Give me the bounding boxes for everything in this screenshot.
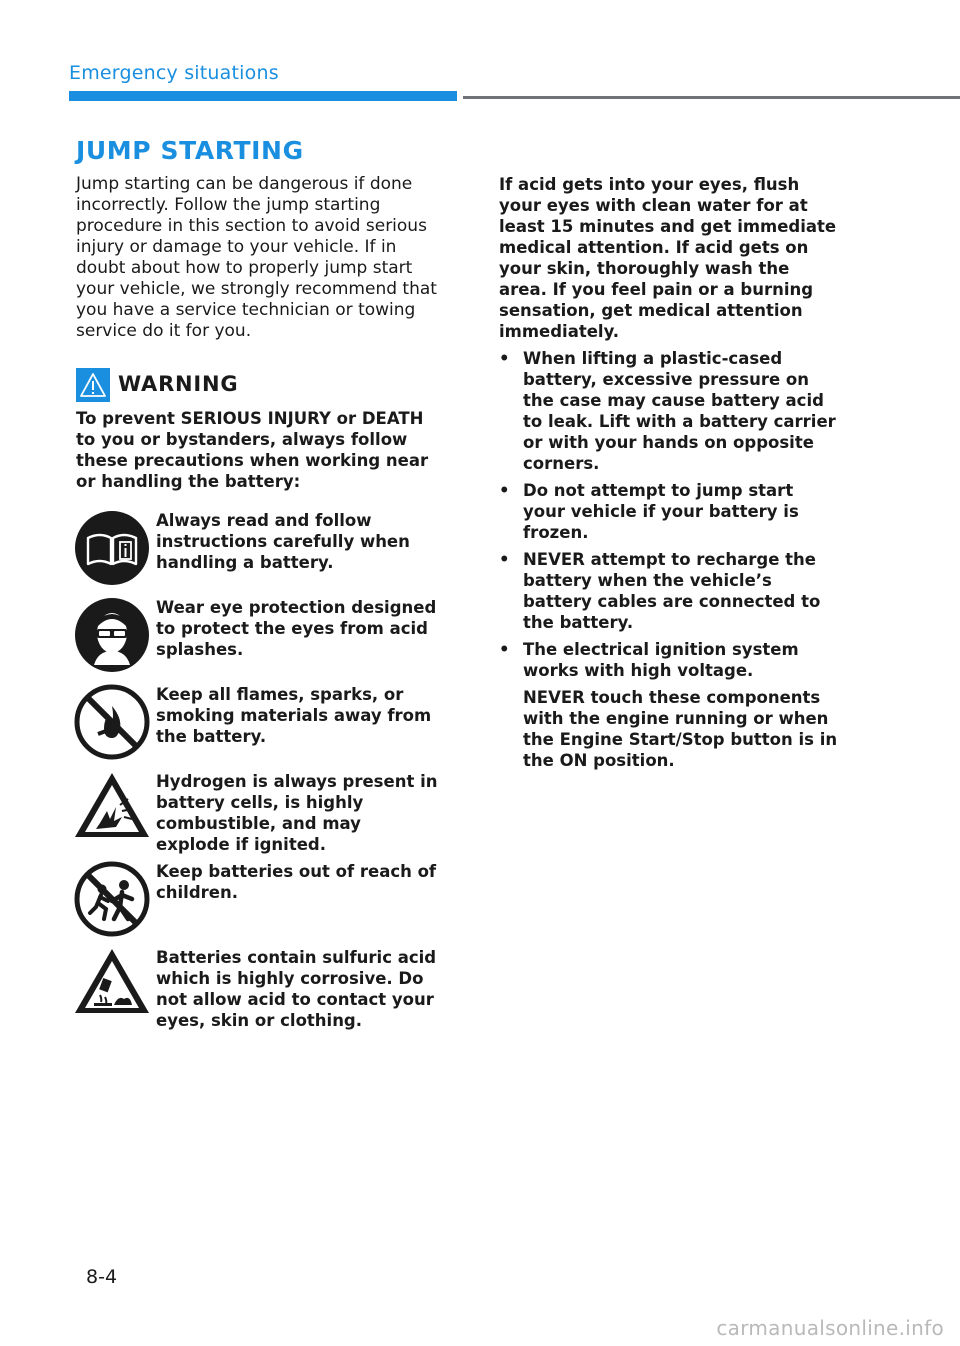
- warning-title: WARNING: [118, 372, 239, 396]
- corrosive-acid-icon: [74, 947, 150, 1023]
- precaution-text: Always read and follow instructions carefully when handling a battery.: [156, 511, 410, 572]
- bullet-continuation: NEVER touch these components with the engine running or when the Engine Start/Stop button is in the ON position.: [523, 688, 838, 770]
- bullet-text: NEVER attempt to recharge the battery when the vehicle’s battery cables are connected to the battery.: [523, 550, 821, 632]
- read-manual-icon: [74, 510, 150, 586]
- acid-first-aid-paragraph: If acid gets into your eyes, flush your eyes with clean water for at least 15 minutes and get immediate medical attention. If acid gets on your skin, thoroughly wash the area. If you feel pain or a burning sensation, get medical attention immediately.: [499, 175, 837, 341]
- section-label: Emergency situations: [69, 62, 279, 84]
- warning-lead: To prevent SERIOUS INJURY or DEATH to you or bystanders, always follow these precautions when working near or handling the battery:: [76, 409, 429, 491]
- explosion-hazard-icon: [74, 771, 150, 847]
- precaution-text: Keep batteries out of reach of children.: [156, 862, 437, 902]
- intro-paragraph: Jump starting can be dangerous if done incorrectly. Follow the jump starting procedure in this section to avoid serious injury or damage to your vehicle. If in doubt about how to properly jump start your vehicle, we strongly recommend that you have a service technician or towing service do it for you.: [76, 174, 437, 341]
- header-rule-accent: [69, 91, 457, 101]
- bullet-marker: •: [499, 349, 510, 368]
- no-flames-icon: [74, 684, 150, 760]
- precaution-text: Batteries contain sulfuric acid which is highly corrosive. Do not allow acid to contact your eyes, skin or clothing.: [156, 948, 437, 1030]
- bullet-item: [499, 639, 839, 771]
- page-title: JUMP STARTING: [76, 136, 304, 165]
- bullet-item: [499, 549, 839, 633]
- precaution-text: Wear eye protection designed to protect the eyes from acid splashes.: [156, 598, 437, 659]
- header-rule-grey: [463, 96, 960, 99]
- bullet-item: [499, 348, 839, 474]
- bullet-text: When lifting a plastic-cased battery, excessive pressure on the case may cause battery acid to leak. Lift with a battery carrier or with your hands on opposite corners.: [523, 349, 836, 473]
- precaution-text: Keep all flames, sparks, or smoking materials away from the battery.: [156, 685, 432, 746]
- eye-protection-icon: [74, 597, 150, 673]
- bullet-marker: •: [499, 640, 510, 659]
- warning-triangle-icon: [76, 368, 110, 402]
- right-column: [499, 174, 839, 777]
- watermark: carmanualsonline.info: [716, 1316, 944, 1340]
- keep-from-children-icon: [74, 861, 150, 937]
- precaution-bullet-list: [499, 348, 839, 771]
- page-number: 8-4: [86, 1266, 118, 1288]
- bullet-marker: •: [499, 481, 510, 500]
- bullet-text: Do not attempt to jump start your vehicle if your battery is frozen.: [523, 481, 799, 542]
- bullet-text: The electrical ignition system works with high voltage.: [523, 640, 799, 680]
- bullet-item: [499, 480, 839, 543]
- bullet-marker: •: [499, 550, 510, 569]
- precaution-text: Hydrogen is always present in battery cells, is highly combustible, and may explode if ignited.: [156, 772, 438, 854]
